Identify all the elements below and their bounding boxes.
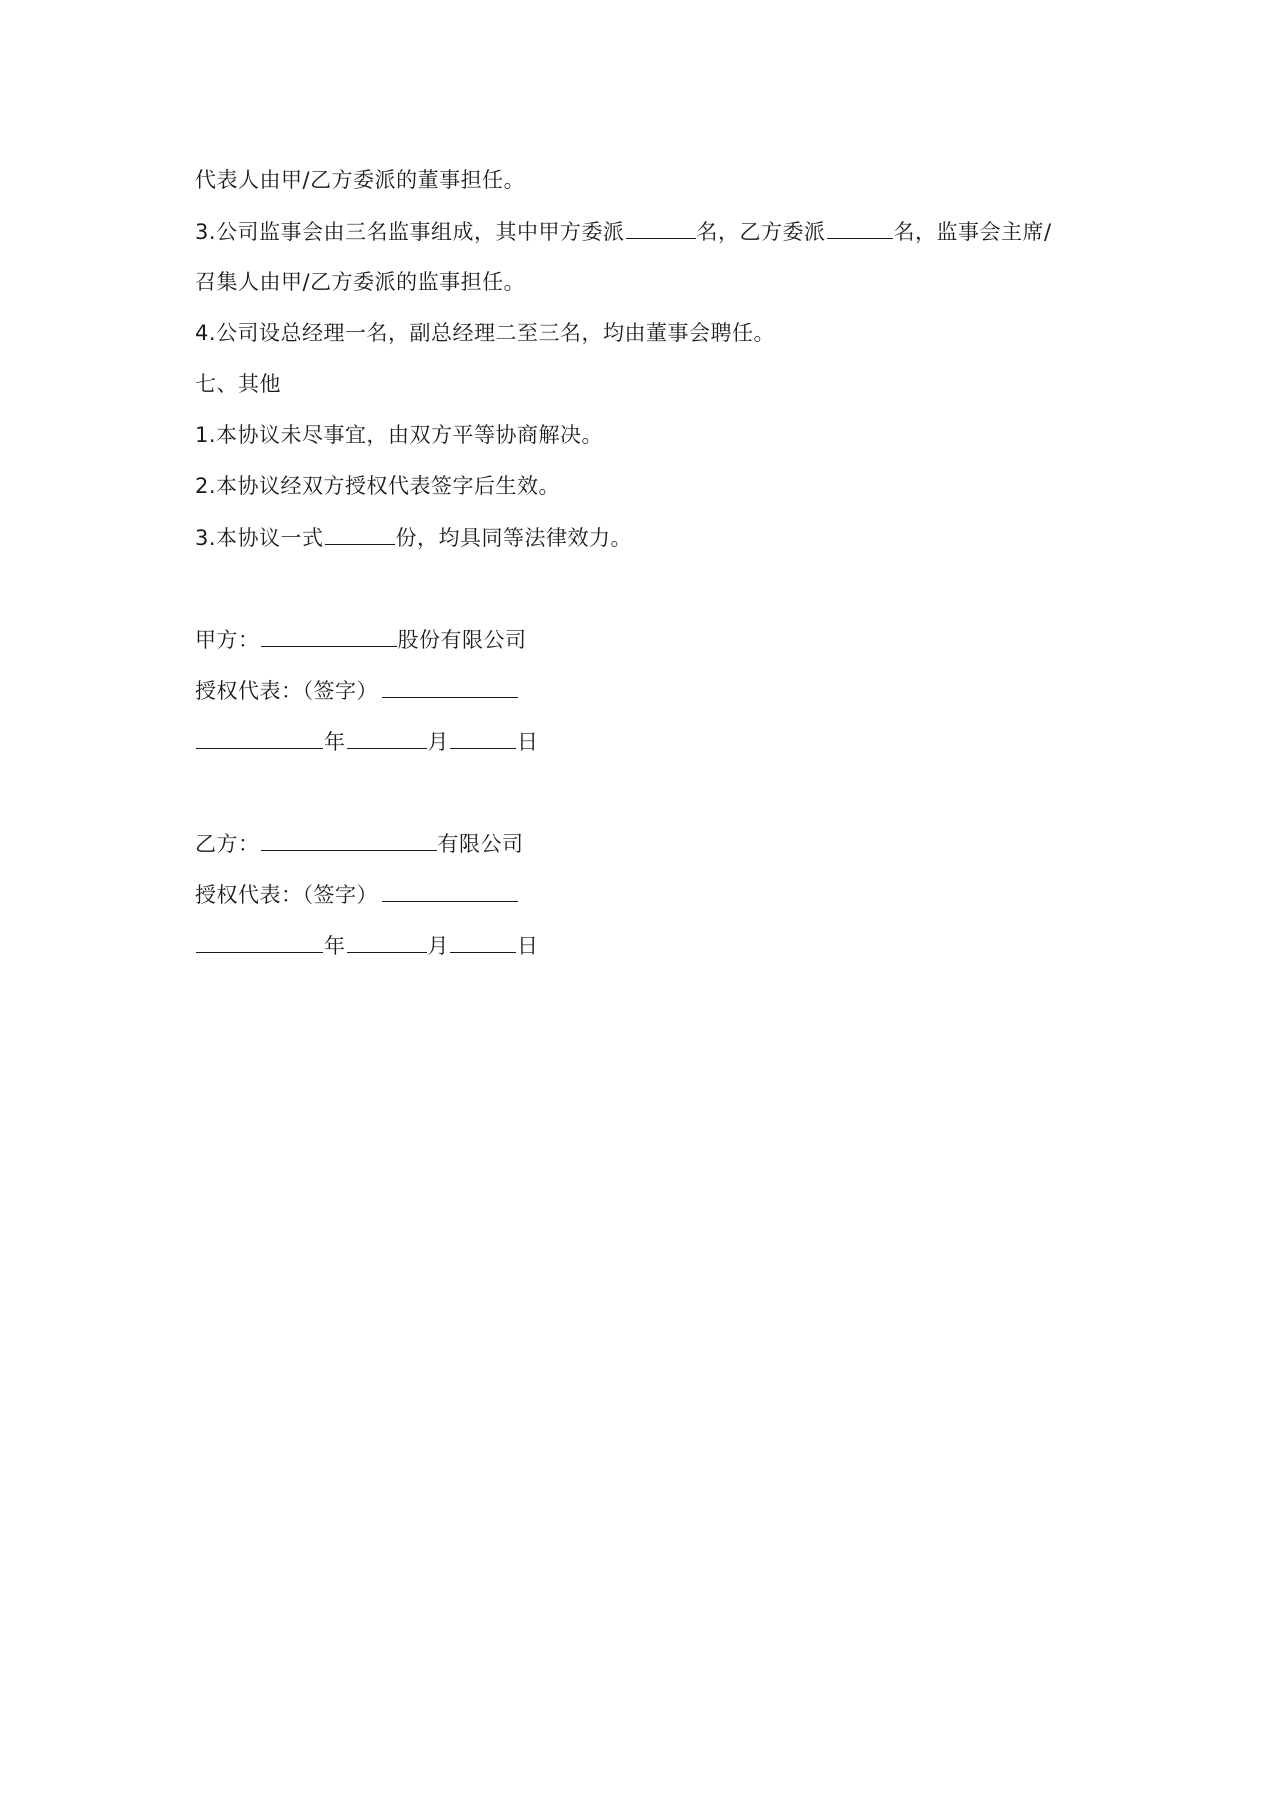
fill-blank[interactable] — [827, 216, 893, 239]
party-a-company-suffix: 股份有限公司 — [397, 628, 527, 652]
party-a-name-blank[interactable] — [261, 624, 397, 647]
section-heading — [195, 369, 281, 399]
party-a-date — [195, 726, 539, 757]
party-a-label: 甲方： — [195, 628, 260, 652]
clause-text: 份，均具同等法律效力。 — [395, 526, 633, 550]
year-label: 年 — [324, 730, 346, 754]
clause-text: 2.本协议经双方授权代表签字后生效。 — [195, 474, 561, 498]
section-heading-text: 七、其他 — [195, 372, 281, 396]
paragraph-line — [195, 165, 525, 195]
rep-label: 授权代表：（签字） — [195, 679, 378, 703]
fill-blank[interactable] — [626, 216, 696, 239]
year-blank[interactable] — [196, 930, 323, 953]
party-b-label: 乙方： — [195, 832, 260, 856]
paragraph-text: 代表人由甲/乙方委派的董事担任。 — [195, 168, 526, 192]
paragraph-line — [195, 267, 525, 297]
day-blank[interactable] — [450, 930, 516, 953]
clause-text: 4.公司设总经理一名，副总经理二至三名，均由董事会聘任。 — [195, 321, 776, 345]
party-b-representative — [195, 879, 519, 910]
party-b-date — [195, 930, 539, 961]
copies-blank[interactable] — [325, 522, 395, 545]
party-b-name-blank[interactable] — [261, 828, 437, 851]
party-a-company — [195, 624, 527, 655]
clause-text: 3.公司监事会由三名监事组成，其中甲方委派 — [195, 220, 625, 244]
clause-text: 名，乙方委派 — [696, 220, 826, 244]
paragraph-text: 召集人由甲/乙方委派的监事担任。 — [195, 270, 526, 294]
clause-text: 1.本协议未尽事宜，由双方平等协商解决。 — [195, 423, 604, 447]
clause-text: 名，监事会主席/ — [893, 220, 1052, 244]
day-label: 日 — [517, 730, 539, 754]
party-b-company — [195, 828, 524, 859]
month-blank[interactable] — [347, 930, 427, 953]
party-b-company-suffix: 有限公司 — [437, 832, 524, 856]
clause-7-1 — [195, 420, 603, 450]
party-a-representative — [195, 675, 519, 706]
clause-7-3 — [195, 522, 632, 553]
month-blank[interactable] — [347, 726, 427, 749]
party-a-signature-blank[interactable] — [382, 675, 518, 698]
clause-text: 3.本协议一式 — [195, 526, 324, 550]
rep-label: 授权代表：（签字） — [195, 883, 378, 907]
clause-6-4 — [195, 318, 775, 348]
clause-7-2 — [195, 471, 560, 501]
month-label: 月 — [427, 934, 449, 958]
month-label: 月 — [427, 730, 449, 754]
year-label: 年 — [324, 934, 346, 958]
day-label: 日 — [517, 934, 539, 958]
party-b-signature-blank[interactable] — [382, 879, 518, 902]
year-blank[interactable] — [196, 726, 323, 749]
day-blank[interactable] — [450, 726, 516, 749]
clause-6-3 — [195, 216, 1052, 247]
